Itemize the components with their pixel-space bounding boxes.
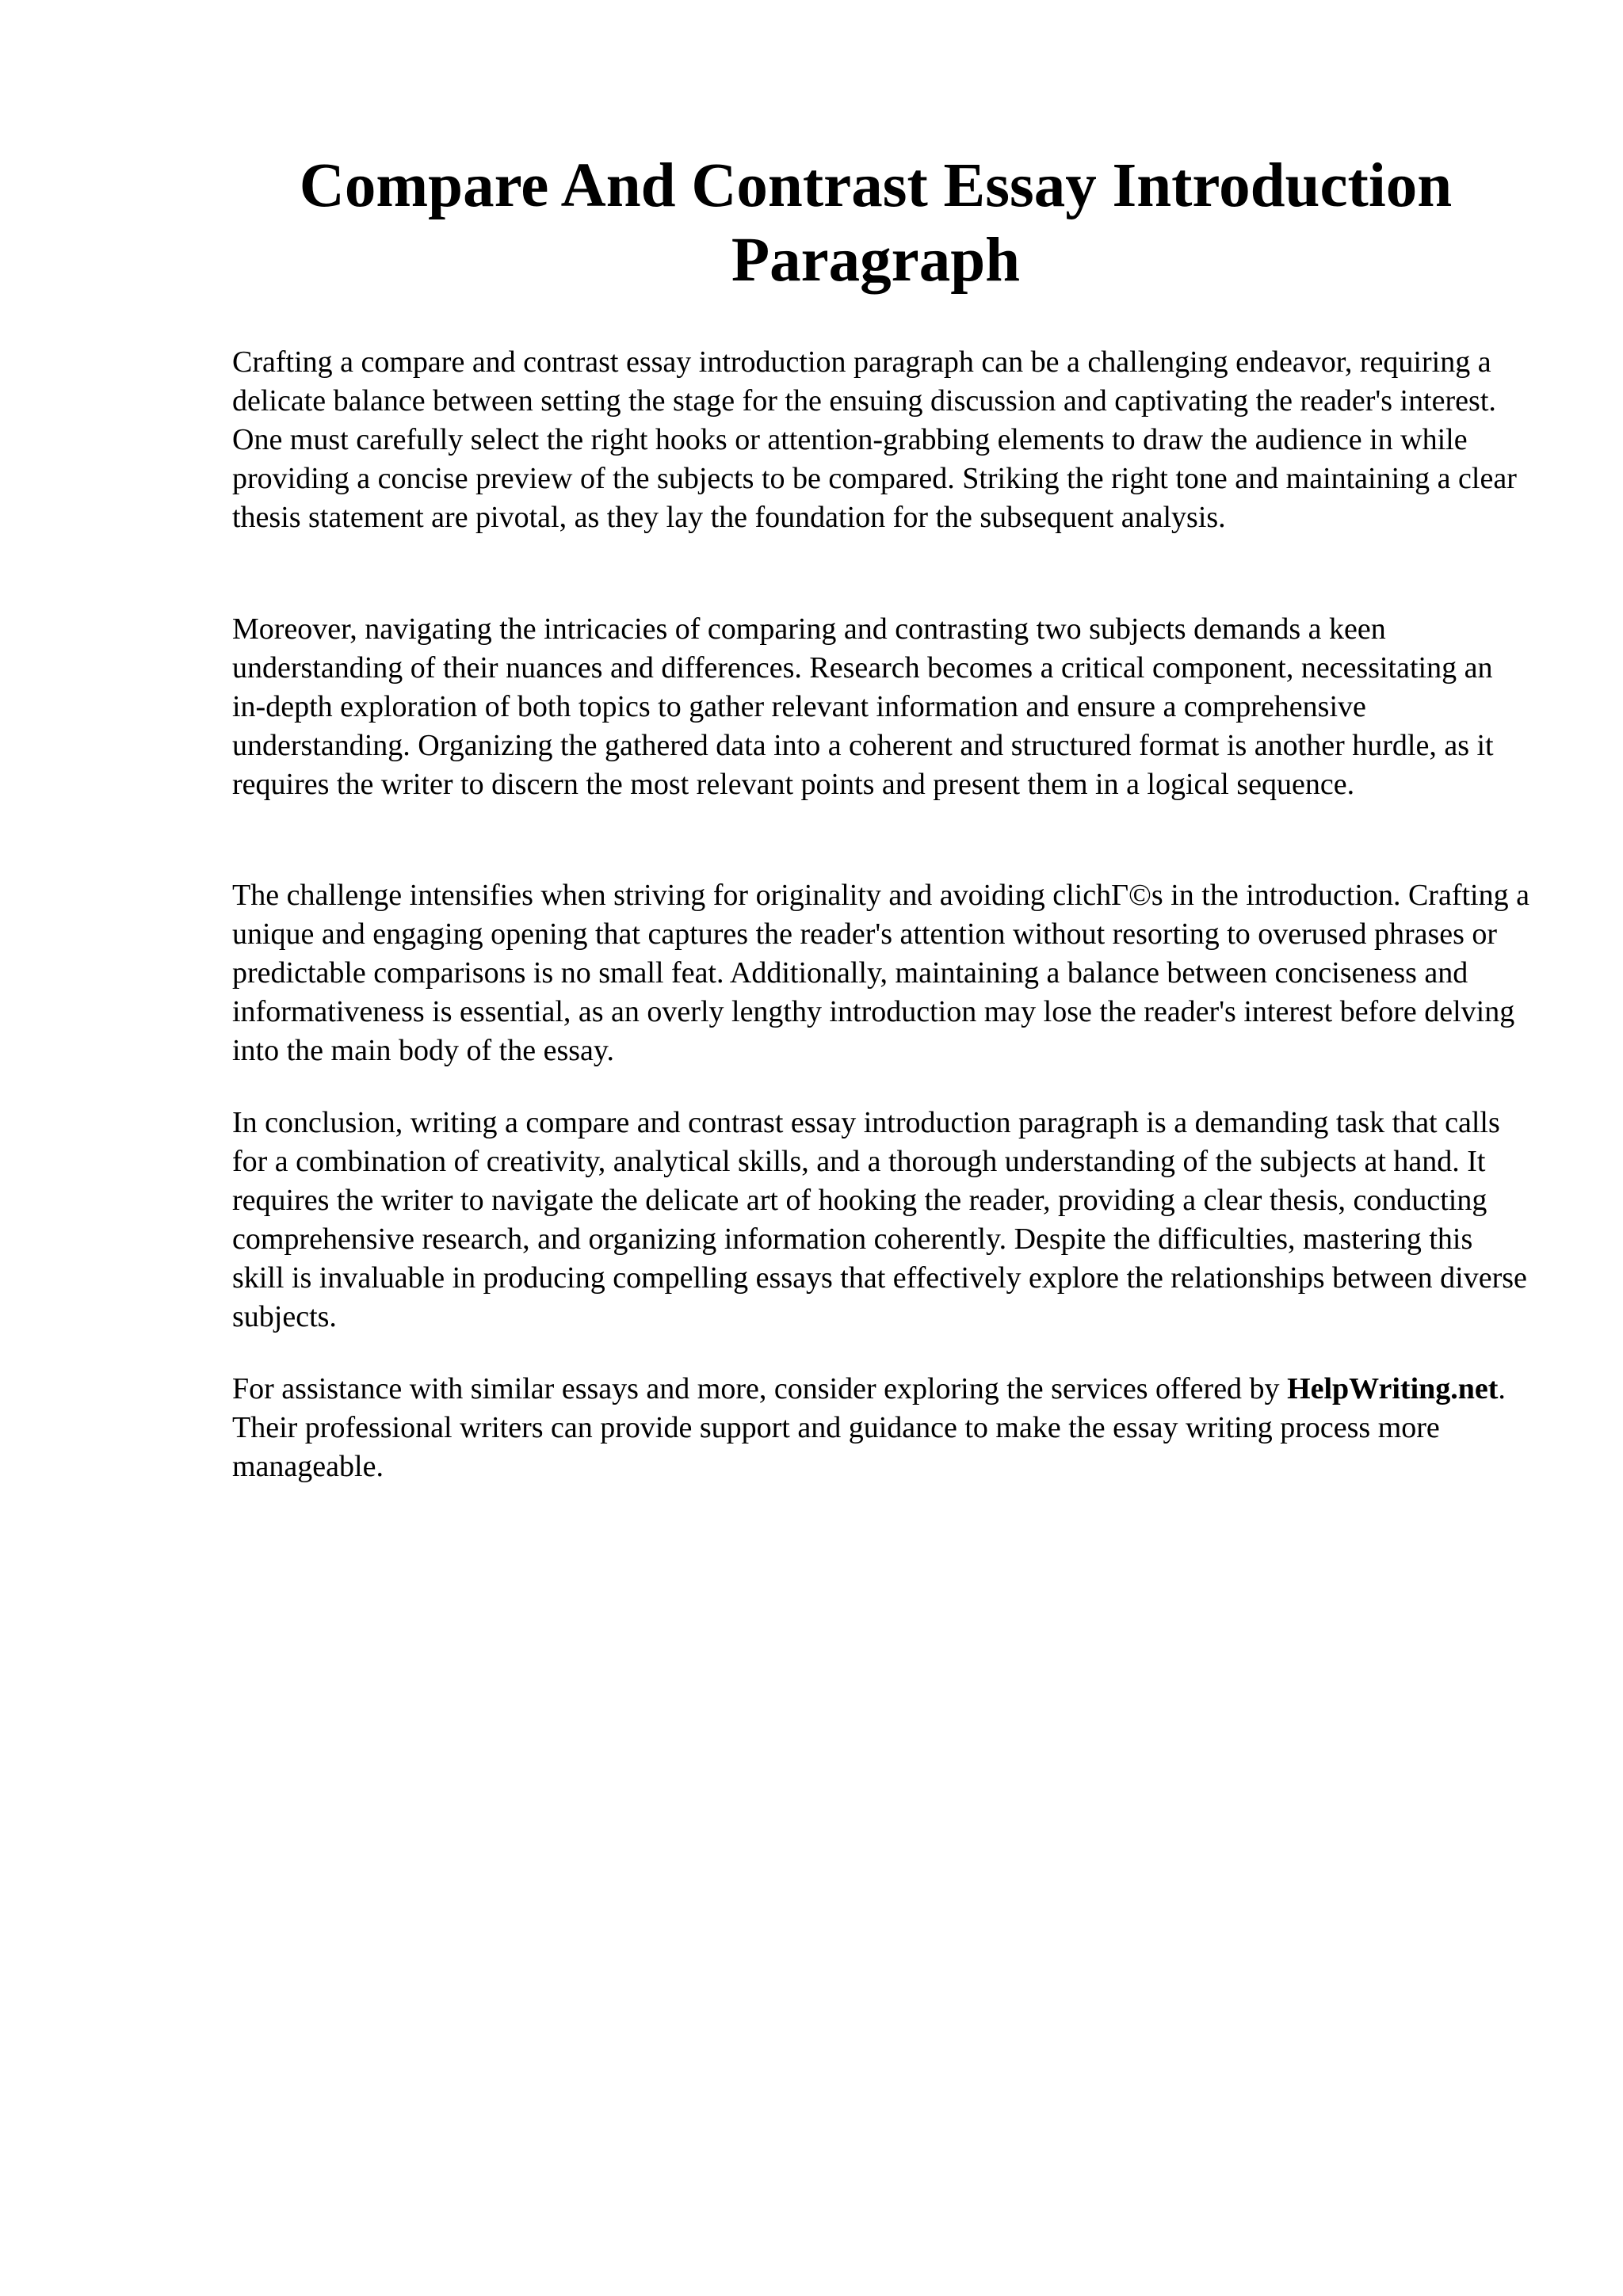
paragraph-closing [232,1370,1532,1486]
paragraph-intro: Crafting a compare and contrast essay introduction paragraph can be a challenging endeavor, requiring a delicate balance between setting the stage for the ensuing discussion and captivating the reader's interest. One must carefully select the right hooks or attention-grabbing elements to draw the audience in while providing a concise preview of the subjects to be compared. Striking the right tone and maintaining a clear thesis statement are pivotal, as they lay the foundation for the subsequent analysis. [232,345,1517,534]
document-title: Compare And Contrast Essay Introduction Paragraph [299,151,1453,295]
closing-text-before: For assistance with similar essays and more, consider exploring the services offered by [232,1372,1288,1405]
paragraph-research: Moreover, navigating the intricacies of comparing and contrasting two subjects demands a keen understanding of their nuances and differences. Research becomes a critical component, necessitating an in-depth exploration of both topics to gather relevant information and ensure a comprehensive understanding. Organizing the gathered data into a coherent and structured format is another hurdle, as it requires the writer to discern the most relevant points and present them in a logical sequence. [232,612,1494,801]
paragraph-conclusion: In conclusion, writing a compare and contrast essay introduction paragraph is a demanding task that calls for a combination of creativity, analytical skills, and a thorough understanding of the subjects at hand. It requires the writer to navigate the delicate art of hooking the reader, providing a clear thesis, conducting comprehensive research, and organizing information coherently. Despite the difficulties, mastering this skill is invaluable in producing compelling essays that effectively explore the relationships between diverse subjects. [232,1106,1527,1333]
closing-text-after: . Their professional writers can provide support and guidance to make the essay writing process more manageable. [232,1372,1506,1483]
paragraph-originality: The challenge intensifies when striving for originality and avoiding clichГ©s in the introduction. Crafting a unique and engaging opening that captures the reader's attention without resorting to overused phrases or predictable comparisons is no small feat. Additionally, maintaining a balance between conciseness and informativeness is essential, as an overly lengthy introduction may lose the reader's interest before delving into the main body of the essay. [232,879,1529,1067]
brand-name: HelpWriting.net [1287,1372,1499,1405]
